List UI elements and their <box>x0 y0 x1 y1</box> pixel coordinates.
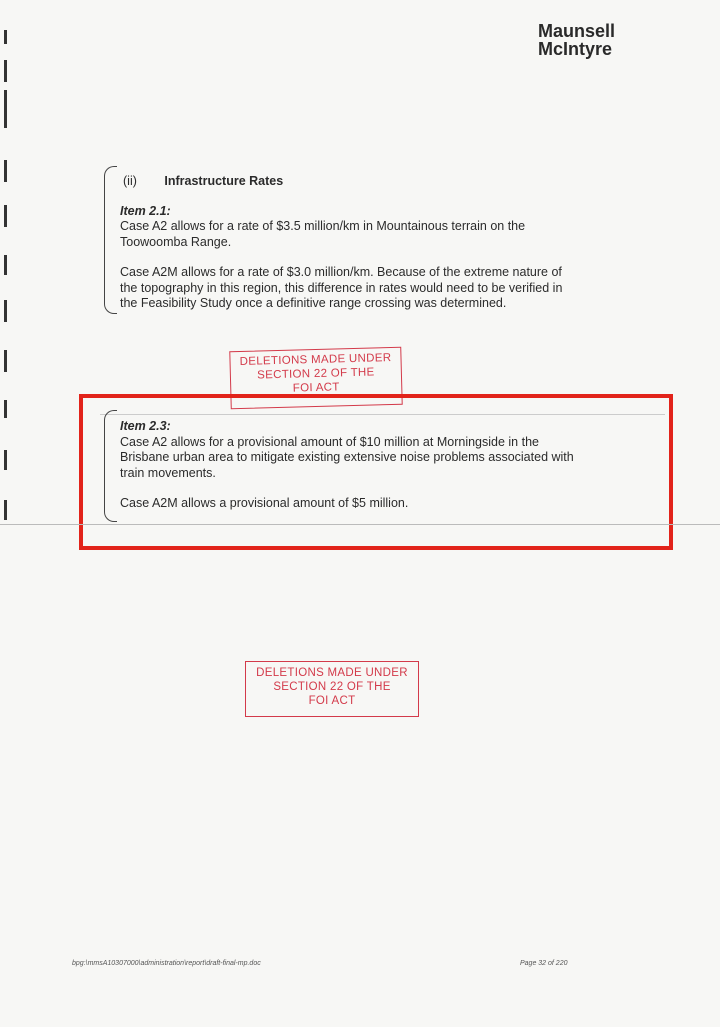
item-23-p1-line1: Case A2 allows for a provisional amount of $10 million at Morningside in the <box>120 434 539 449</box>
logo-line-2: McIntyre <box>538 39 613 59</box>
section-heading <box>123 174 620 190</box>
stamp-line-2: SECTION 22 OF THE <box>273 681 391 693</box>
binder-mark <box>4 30 7 44</box>
company-logo <box>538 22 615 58</box>
item-23-brace <box>104 410 117 522</box>
binder-mark <box>4 300 7 322</box>
binder-mark <box>4 450 7 470</box>
section-number: (ii) <box>123 174 137 188</box>
item-21-label: Item 2.1: <box>120 203 171 218</box>
stamp-line-2: SECTION 22 OF THE <box>257 366 375 382</box>
item-21-p2-line1: Case A2M allows for a rate of $3.0 million/km. Because of the extreme nature of <box>120 265 562 279</box>
stamp-line-3: FOI ACT <box>308 695 356 707</box>
logo-line-1: Maunsell <box>538 21 616 41</box>
stamp-line-1: DELETIONS MADE UNDER <box>239 352 392 368</box>
stamp-line-1: DELETIONS MADE UNDER <box>256 667 408 679</box>
foi-deletion-stamp-2 <box>245 661 419 717</box>
binder-mark <box>4 400 7 418</box>
scan-line <box>100 414 665 415</box>
binder-mark <box>4 350 7 372</box>
item-23-label: Item 2.3: <box>120 419 171 433</box>
stamp-line-3: FOI ACT <box>292 381 340 395</box>
binder-mark <box>4 160 7 182</box>
binder-mark <box>4 255 7 275</box>
item-21-p1-line2: Toowoomba Range. <box>120 234 232 249</box>
binder-mark <box>4 60 7 82</box>
footer-file-path: bpg:\mmsA10307000\administration\report\draft-final-mp.doc <box>72 960 261 967</box>
section-infrastructure-rates <box>120 174 620 312</box>
item-21-p1-line1: Case A2 allows for a rate of $3.5 million/km in Mountainous terrain on the <box>120 219 526 233</box>
item-21-p2-line3: the Feasibility Study once a definitive range crossing was determined. <box>120 296 507 310</box>
scan-line <box>0 524 720 525</box>
section-title: Infrastructure Rates <box>164 174 284 188</box>
item-23-p1-line3: train movements. <box>120 465 216 480</box>
item-23 <box>120 419 620 512</box>
binder-mark <box>4 205 7 227</box>
item-23-p2: Case A2M allows a provisional amount of $5 million. <box>120 496 409 510</box>
item-21-p2-line2: the topography in this region, this difference in rates would need to be verified in <box>120 280 563 295</box>
section-brace <box>104 166 117 314</box>
item-23-p1-line2: Brisbane urban area to mitigate existing extensive noise problems associated with <box>120 450 574 464</box>
binder-mark <box>4 90 7 128</box>
binder-mark <box>4 500 7 520</box>
footer-page-number: Page 32 of 220 <box>520 960 568 967</box>
